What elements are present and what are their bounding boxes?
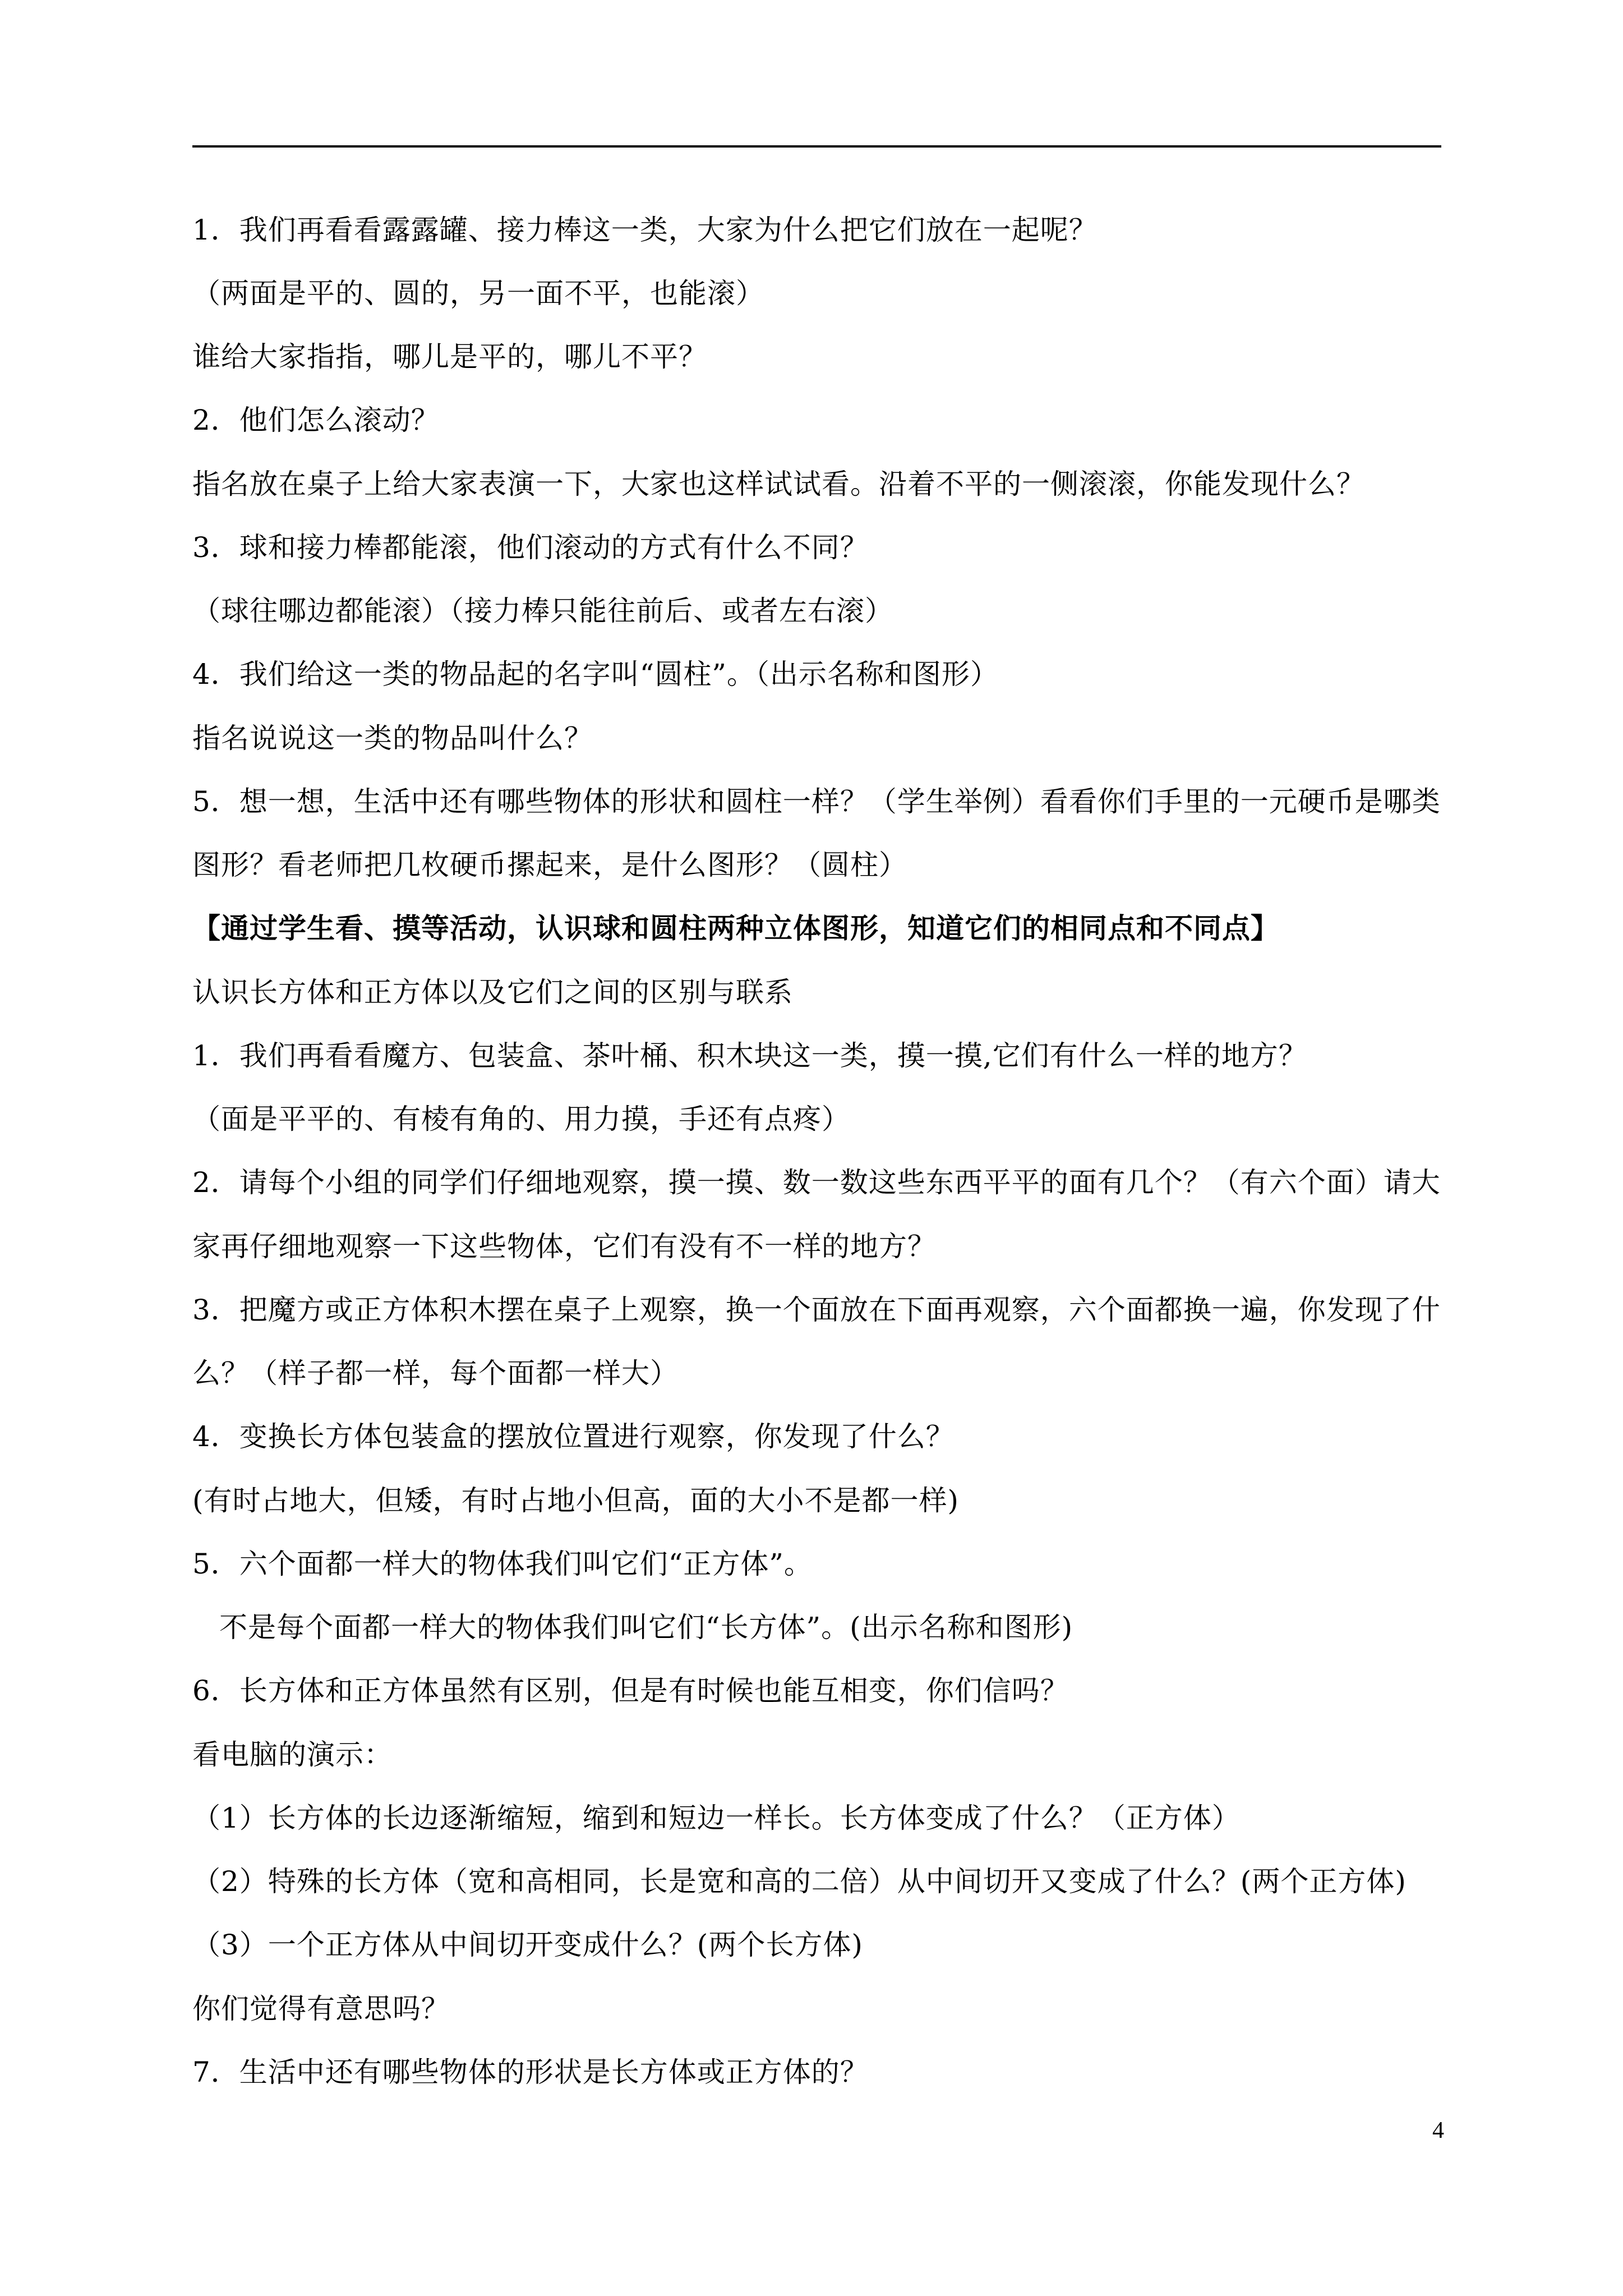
paragraph-line: 1．我们再看看魔方、包装盒、茶叶桶、积木块这一类，摸一摸,它们有什么一样的地方？ [192, 1039, 1307, 1072]
header-rule [192, 145, 1441, 148]
paragraph-line: 1．我们再看看露露罐、接力棒这一类，大家为什么把它们放在一起呢？ [192, 214, 1098, 246]
paragraph-line: 家再仔细地观察一下这些物体，它们有没有不一样的地方？ [192, 1230, 936, 1263]
paragraph-line: 指名说说这一类的物品叫什么？ [192, 722, 593, 754]
paragraph-line: 指名放在桌子上给大家表演一下，大家也这样试试看。沿着不平的一侧滚滚，你能发现什么？ [192, 468, 1365, 500]
paragraph-line: （1）长方体的长边逐渐缩短，缩到和短边一样长。长方体变成了什么？（正方体） [192, 1802, 1241, 1834]
paragraph-line: （两面是平的、圆的，另一面不平，也能滚） [192, 277, 764, 310]
paragraph-line: （球往哪边都能滚）（接力棒只能往前后、或者左右滚） [192, 595, 893, 627]
paragraph-line: 不是每个面都一样大的物体我们叫它们“长方体”。(出示名称和图形) [219, 1611, 1073, 1644]
paragraph-line: 7．生活中还有哪些物体的形状是长方体或正方体的？ [192, 2056, 869, 2088]
paragraph-line: （面是平平的、有棱有角的、用力摸，手还有点疼） [192, 1103, 850, 1135]
paragraph-line: 图形？看老师把几枚硬币摞起来，是什么图形？（圆柱） [192, 849, 907, 881]
paragraph-line: （2）特殊的长方体（宽和高相同，长是宽和高的二倍）从中间切开又变成了什么？(两个正方体) [192, 1865, 1407, 1898]
paragraph-line: 5．六个面都一样大的物体我们叫它们“正方体”。 [192, 1548, 813, 1580]
paragraph-line: 2．请每个小组的同学们仔细地观察，摸一摸、数一数这些东西平平的面有几个？（有六个面）请大 [192, 1166, 1441, 1199]
paragraph-line: （3）一个正方体从中间切开变成什么？(两个长方体) [192, 1929, 863, 1961]
paragraph-line: 看电脑的演示： [192, 1738, 393, 1771]
paragraph-line: 么？（样子都一样，每个面都一样大） [192, 1357, 679, 1389]
paragraph-line: 3．球和接力棒都能滚，他们滚动的方式有什么不同？ [192, 531, 869, 564]
paragraph-line: 5．想一想，生活中还有哪些物体的形状和圆柱一样？（学生举例）看看你们手里的一元硬币是哪类 [192, 785, 1441, 818]
paragraph-line: 4．变换长方体包装盒的摆放位置进行观察，你发现了什么？ [192, 1420, 955, 1453]
paragraph-line: 谁给大家指指，哪儿是平的，哪儿不平？ [192, 341, 707, 373]
page-number: 4 [1432, 2118, 1444, 2143]
paragraph-line: 6．长方体和正方体虽然有区别，但是有时候也能互相变，你们信吗？ [192, 1674, 1069, 1707]
paragraph-line: 2．他们怎么滚动？ [192, 404, 440, 436]
paragraph-line: (有时占地大，但矮，有时占地小但高，面的大小不是都一样) [192, 1484, 960, 1517]
paragraph-line: 你们觉得有意思吗？ [192, 1993, 450, 2025]
highlight-note: 【通过学生看、摸等活动，认识球和圆柱两种立体图形，知道它们的相同点和不同点】 [192, 912, 1279, 945]
section-heading: 认识长方体和正方体以及它们之间的区别与联系 [192, 976, 793, 1009]
paragraph-line: 3．把魔方或正方体积木摆在桌子上观察，换一个面放在下面再观察，六个面都换一遍，你发现了什 [192, 1294, 1441, 1326]
paragraph-line: 4．我们给这一类的物品起的名字叫“圆柱”。（出示名称和图形） [192, 658, 999, 691]
